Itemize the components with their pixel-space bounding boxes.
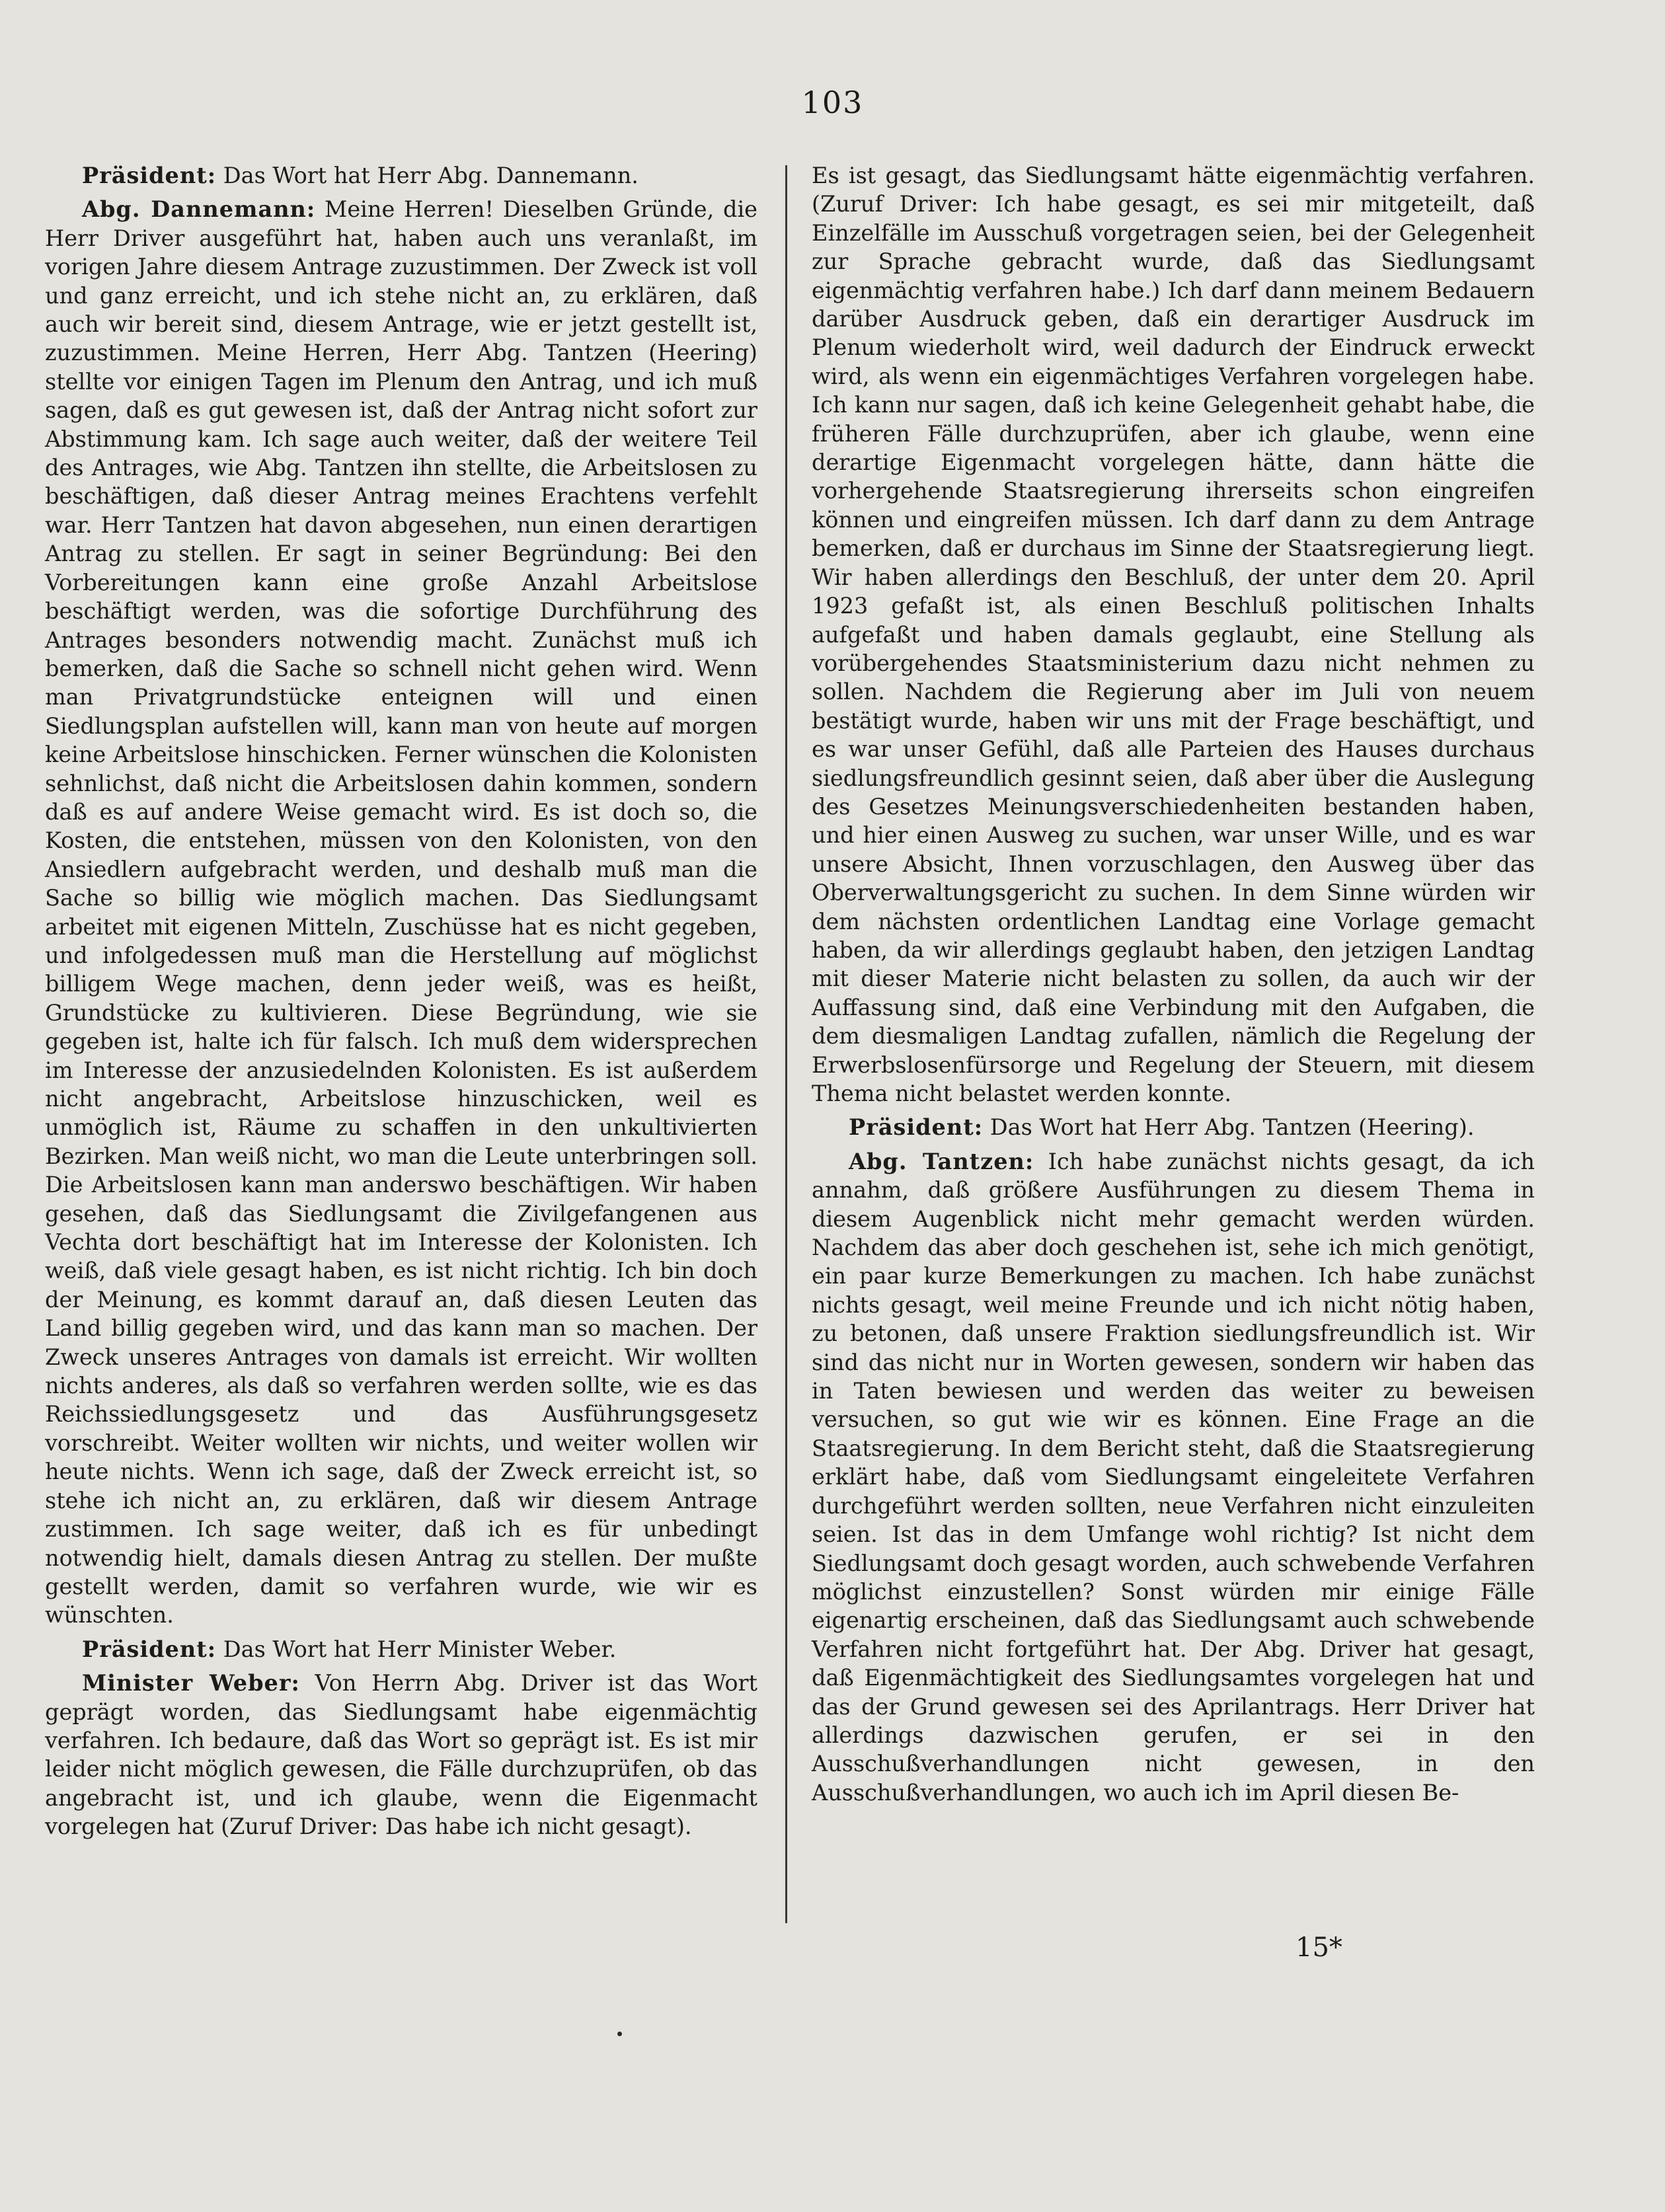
- paragraph: [812, 1113, 1535, 1141]
- speaker-label: Präsident:: [82, 163, 217, 188]
- paragraph: [812, 161, 1535, 1108]
- paragraph-text: Meine Herren! Dieselben Gründe, die Herr Driver ausgeführt hat, haben auch uns veranlaßt, im vorigen Jahre diesem Antrage zuzustimmen. Der Zweck ist voll und ganz erreicht, und ich stehe nicht an, zu erklären, daß auch wir bereit sind, diesem Antrage, wie er jetzt gestellt ist, zuzustimmen. Meine Herren, Herr Abg. Tantzen (Heering) stellte vor einigen Tagen im Plenum den Antrag, und ich muß sagen, daß es gut gewesen ist, daß der Antrag nicht sofort zur Abstimmung kam. Ich sage auch weiter, daß der weitere Teil des Antrages, wie Abg. Tantzen ihn stellte, die Arbeitslosen zu beschäftigen, daß dieser Antrag meines Erachtens verfehlt war. Herr Tantzen hat davon abgesehen, nun einen derartigen Antrag zu stellen. Er sagt in seiner Begründung: Bei den Vorbereitungen kann eine große Anzahl Arbeitslose beschäftigt werden, was die sofortige Durchführung des Antrages besonders notwendig macht. Zunächst muß ich bemerken, daß die Sache so schnell nicht gehen wird. Wenn man Privatgrundstücke enteignen will und einen Siedlungsplan aufstellen will, kann man von heute auf morgen keine Arbeitslose hinschicken. Ferner wünschen die Kolonisten sehnlichst, daß nicht die Arbeitslosen dahin kommen, sondern daß es auf andere Weise gemacht wird. Es ist doch so, die Kosten, die entstehen, müssen von den Kolonisten, von den Ansiedlern aufgebracht werden, und deshalb muß man die Sache so billig wie möglich machen. Das Siedlungsamt arbeitet mit eigenen Mitteln, Zuschüsse hat es nicht gegeben, und infolgedessen muß man die Herstellung auf möglichst billigem Wege machen, denn jeder weiß, was es heißt, Grundstücke zu kultivieren. Diese Begründung, wie sie gegeben ist, halte ich für falsch. Ich muß dem widersprechen im Interesse der anzusiedelnden Kolonisten. Es ist außerdem nicht angebracht, Arbeitslose hinzuschicken, weil es unmöglich ist, Räume zu schaffen in den unkultivierten Bezirken. Man weiß nicht, wo man die Leute unterbringen soll. Die Arbeitslosen kann man anderswo beschäftigen. Wir haben gesehen, daß das Siedlungsamt die Zivilgefangenen aus Vechta dort beschäftigt hat im Interesse der Kolonisten. Ich weiß, daß viele gesagt haben, es ist nicht richtig. Ich bin doch der Meinung, es kommt darauf an, daß diesen Leuten das Land billig gegeben wird, und das kann man so machen. Der Zweck unseres Antrages von damals ist erreicht. Wir wollten nichts anderes, als daß so verfahren werden sollte, wie es das Reichssiedlungsgesetz und das Ausführungsgesetz vorschreibt. Weiter wollten wir nichts, und weiter wollen wir heute nichts. Wenn ich sage, daß der Zweck erreicht ist, so stehe ich nicht an, zu erklären, daß wir diesem Antrage zustimmen. Ich sage weiter, daß ich es für unbedingt notwendig hielt, damals diesen Antrag zu stellen. Der mußte gestellt werden, damit so verfahren wurde, wie wir es wünschten.: [45, 196, 757, 1628]
- speaker-label: Abg. Dannemann:: [82, 196, 316, 223]
- paragraph-text: Das Wort hat Herr Abg. Tantzen (Heering).: [989, 1114, 1475, 1141]
- column-divider: [785, 165, 787, 1923]
- paragraph: [812, 1147, 1535, 1807]
- paragraph-text: Das Wort hat Herr Abg. Dannemann.: [223, 163, 639, 188]
- paragraph-text: Ich habe zunächst nichts gesagt, da ich annahm, daß größere Ausführungen zu diesem Thema in diesem Augenblick nicht mehr gemacht werden würden. Nachdem das aber doch geschehen ist, sehe ich mich genötigt, ein paar kurze Bemerkungen zu machen. Ich habe zunächst nichts gesagt, weil meine Freunde und ich nicht nötig haben, zu betonen, daß unsere Fraktion siedlungsfreundlich ist. Wir sind das nicht nur in Worten gewesen, sondern wir haben das in Taten bewiesen und werden das weiter zu beweisen versuchen, so gut wie wir es können. Eine Frage an die Staatsregierung. In dem Bericht steht, daß die Staatsregierung erklärt habe, daß vom Siedlungsamt eingeleitete Verfahren durchgeführt werden sollten, neue Verfahren nicht einzuleiten seien. Ist das in dem Umfange wohl richtig? Ist nicht dem Siedlungsamt doch gesagt worden, auch schwebende Verfahren möglichst einzustellen? Sonst würden mir einige Fälle eigenartig erscheinen, daß das Siedlungsamt auch schwebende Verfahren nicht fortgeführt hat. Der Abg. Driver hat gesagt, daß Eigenmächtigkeit des Siedlungsamtes vorgelegen hat und das der Grund gewesen sei des Aprilantrags. Herr Driver hat allerdings dazwischen gerufen, er sei in den Ausschußverhandlungen nicht gewesen, in den Ausschußverhandlungen, wo auch ich im April diesen Be-: [812, 1148, 1535, 1806]
- left-column: [45, 161, 757, 1847]
- print-speck: [617, 2032, 622, 2036]
- speaker-label: Präsident:: [849, 1114, 984, 1141]
- paragraph: [45, 1635, 757, 1663]
- paragraph-text: Das Wort hat Herr Minister Weber.: [223, 1636, 617, 1662]
- paragraph: [45, 1669, 757, 1841]
- right-column: [812, 161, 1535, 1812]
- paragraph: [45, 161, 757, 190]
- paragraph: [45, 195, 757, 1629]
- speaker-label: Minister Weber:: [82, 1670, 300, 1697]
- paragraph-text: Von Herrn Abg. Driver ist das Wort geprägt worden, das Siedlungsamt habe eigenmächtig verfahren. Ich bedaure, daß das Wort so geprägt ist. Es ist mir leider nicht möglich gewesen, die Fälle durchzuprüfen, ob das angebracht ist, und ich glaube, wenn die Eigenmacht vorgelegen hat (Zuruf Driver: Das habe ich nicht gesagt).: [45, 1670, 757, 1840]
- paragraph-text: Es ist gesagt, das Siedlungsamt hätte eigenmächtig verfahren. (Zuruf Driver: Ich habe gesagt, es sei mir mitgeteilt, daß Einzelfälle im Ausschuß vorgetragen seien, bei der Gelegenheit zur Sprache gebracht wurde, daß das Siedlungsamt eigenmächtig verfahren habe.) Ich darf dann meinem Bedauern darüber Ausdruck geben, daß ein derartiger Ausdruck im Plenum wiederholt wird, weil dadurch der Eindruck erweckt wird, als wenn ein eigenmächtiges Verfahren vorgelegen habe. Ich kann nur sagen, daß ich keine Gelegenheit gehabt habe, die früheren Fälle durchzuprüfen, aber ich glaube, wenn eine derartige Eigenmacht vorgelegen hätte, dann hätte die vorhergehende Staatsregierung ihrerseits schon eingreifen können und eingreifen müssen. Ich darf dann zu dem Antrage bemerken, daß er durchaus im Sinne der Staatsregierung liegt. Wir haben allerdings den Beschluß, der unter dem 20. April 1923 gefaßt ist, als einen Beschluß politischen Inhalts aufgefaßt und haben damals geglaubt, eine Stellung als vorübergehendes Staatsministerium dazu nicht nehmen zu sollen. Nachdem die Regierung aber im Juli von neuem bestätigt wurde, haben wir uns mit der Frage beschäftigt, und es war unser Gefühl, daß alle Parteien des Hauses durchaus siedlungsfreundlich gesinnt seien, daß aber über die Auslegung des Gesetzes Meinungsverschiedenheiten bestanden haben, und hier einen Ausweg zu suchen, war unser Wille, und es war unsere Absicht, Ihnen vorzuschlagen, den Ausweg über das Oberverwaltungsgericht zu suchen. In dem Sinne würden wir dem nächsten ordentlichen Landtag eine Vorlage gemacht haben, da wir allerdings geglaubt haben, den jetzigen Landtag mit dieser Materie nicht belasten zu sollen, da auch wir der Auffassung sind, daß eine Verbindung mit den Aufgaben, die dem diesmaligen Landtag zufallen, nämlich die Regelung der Erwerbslosenfürsorge und Regelung der Steuern, mit diesem Thema nicht belastet werden konnte.: [812, 163, 1535, 1106]
- sheet-signature: 15*: [1296, 1932, 1342, 1963]
- page-number: 103: [801, 85, 864, 120]
- speaker-label: Präsident:: [82, 1636, 217, 1662]
- speaker-label: Abg. Tantzen:: [849, 1148, 1034, 1174]
